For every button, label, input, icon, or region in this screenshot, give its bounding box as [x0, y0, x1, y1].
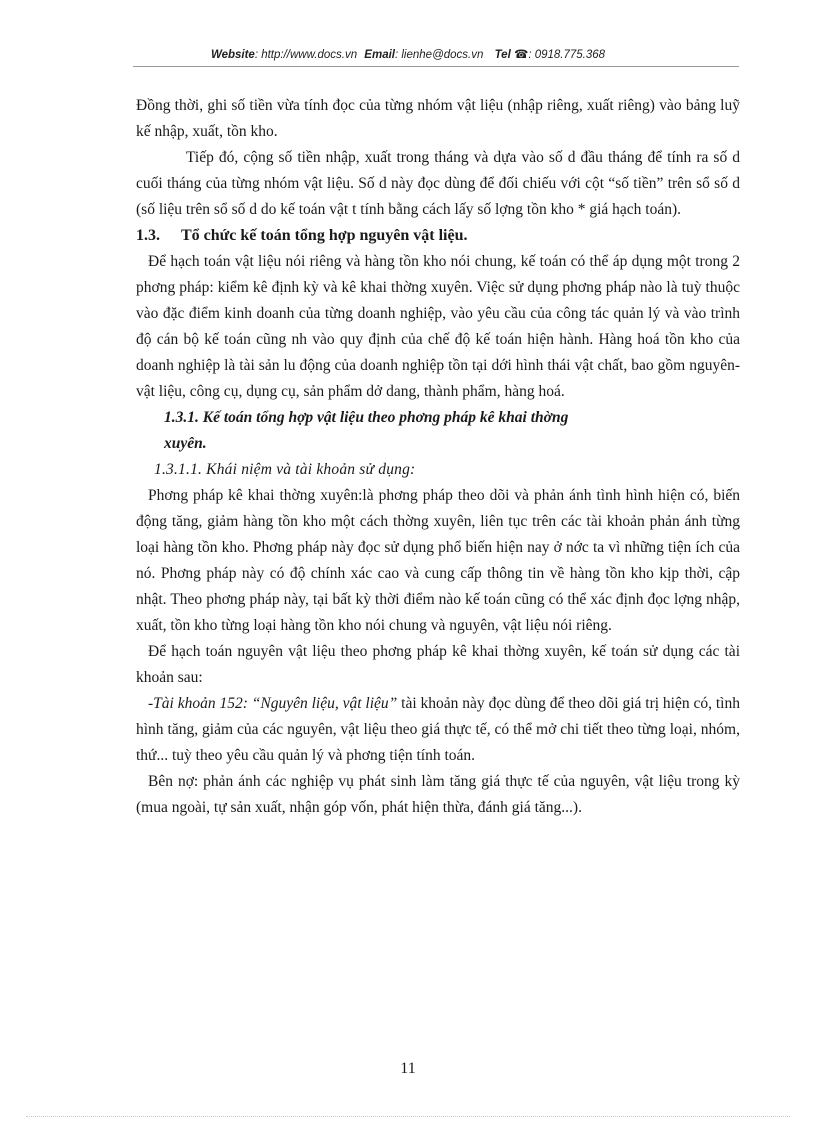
paragraph-6 [136, 691, 740, 769]
paragraph-3: Để hạch toán vật liệu nói riêng và hàng tồn kho nói chung, kế toán có thể áp dụng một trong 2 phơng pháp: kiểm kê định kỳ và kê khai thờng xuyên. Việc sử dụng phơng pháp nào là tuỳ thuộc vào đặc điểm kinh doanh của từng doanh nghiệp, vào yêu cầu của công tác quản lý và vào trình độ cán bộ kế toán cũng nh vào quy định của chế độ kế toán hiện hành. Hàng hoá tồn kho của doanh nghiệp là tài sản lu động của doanh nghiệp tồn tại dới hình thái vật chất, bao gồm nguyên-vật liệu, công cụ, dụng cụ, sản phẩm dở dang, thành phẩm, hàng hoá. [136, 253, 740, 400]
paragraph-7: Bên nợ: phản ánh các nghiệp vụ phát sinh làm tăng giá thực tế của nguyên, vật liệu trong kỳ (mua ngoài, tự sản xuất, nhận góp vốn, phát hiện thừa, đánh giá tăng...). [136, 773, 740, 816]
heading-1-3 [136, 223, 740, 249]
account-152-title: -Tài khoản 152: “Nguyên liệu, vật liệu” [148, 695, 398, 712]
heading-1-3-1-line2: xuyên. [164, 435, 207, 452]
heading-1-3-1 [136, 405, 740, 457]
heading-1-3-number: 1.3. [136, 227, 160, 244]
page-number: 11 [400, 1060, 416, 1077]
page-body [136, 93, 740, 821]
website-value: : http://www.docs.vn [254, 49, 358, 61]
paragraph-2: Tiếp đó, cộng số tiền nhập, xuất trong tháng và dựa vào số d đầu tháng để tính ra số d cuối tháng của từng nhóm vật liệu. Số d này đọc dùng để đối chiếu với cột “số tiền” trên sổ số d (số liệu trên sổ số d do kế toán vật t tính bằng cách lấy số lợng tồn kho * giá hạch toán). [136, 149, 740, 218]
heading-1-3-1-line1: 1.3.1. Kế toán tổng hợp vật liệu theo phơng pháp kê khai thờng [164, 409, 569, 426]
paragraph-1: Đồng thời, ghi số tiền vừa tính đọc của từng nhóm vật liệu (nhập riêng, xuất riêng) vào bảng luỹ kế nhập, xuất, tồn kho. [136, 97, 740, 140]
footer-divider [26, 1116, 790, 1117]
heading-1-3-1-1: 1.3.1.1. Khái niệm và tài khoản sử dụng: [154, 461, 416, 478]
email-label: Email [364, 49, 395, 61]
account-152-description: tài khoản này đọc dùng để theo dõi giá trị hiện có, tình hình tăng, giảm của các nguyên, vật liệu theo giá thực tế, có thể mở chi tiết theo từng loại, nhóm, thứ... tuỳ theo yêu cầu quản lý và phơng tiện tính toán. [136, 695, 740, 764]
paragraph-4: Phơng pháp kê khai thờng xuyên:là phơng pháp theo dõi và phản ánh tình hình hiện có, biến động tăng, giảm hàng tồn kho một cách thờng xuyên, liên tục trên các tài khoản phản ánh từng loại hàng tồn kho. Phơng pháp này đọc sử dụng phổ biến hiện nay ở nớc ta vì những tiện ích của nó. Phơng pháp này có độ chính xác cao và cung cấp thông tin về hàng tồn kho kịp thời, cập nhật. Theo phơng pháp này, tại bất kỳ thời điểm nào kế toán cũng có thể xác định đọc lợng nhập, xuất, tồn kho từng loại hàng tồn kho nói chung và nguyên, vật liệu nói riêng. [136, 487, 740, 634]
email-value: : lienhe@docs.vn [394, 49, 484, 61]
heading-1-3-text: Tổ chức kế toán tổng hợp nguyên vật liệu. [181, 227, 468, 244]
paragraph-5: Để hạch toán nguyên vật liệu theo phơng pháp kê khai thờng xuyên, kế toán sử dụng các tài khoản sau: [136, 643, 740, 686]
tel-label: Tel [494, 49, 511, 61]
header-divider [133, 66, 739, 67]
tel-value: : 0918.775.368 [528, 49, 606, 61]
website-label: Website [210, 49, 255, 61]
phone-icon: ☎ [513, 49, 529, 61]
page-header [0, 47, 816, 61]
